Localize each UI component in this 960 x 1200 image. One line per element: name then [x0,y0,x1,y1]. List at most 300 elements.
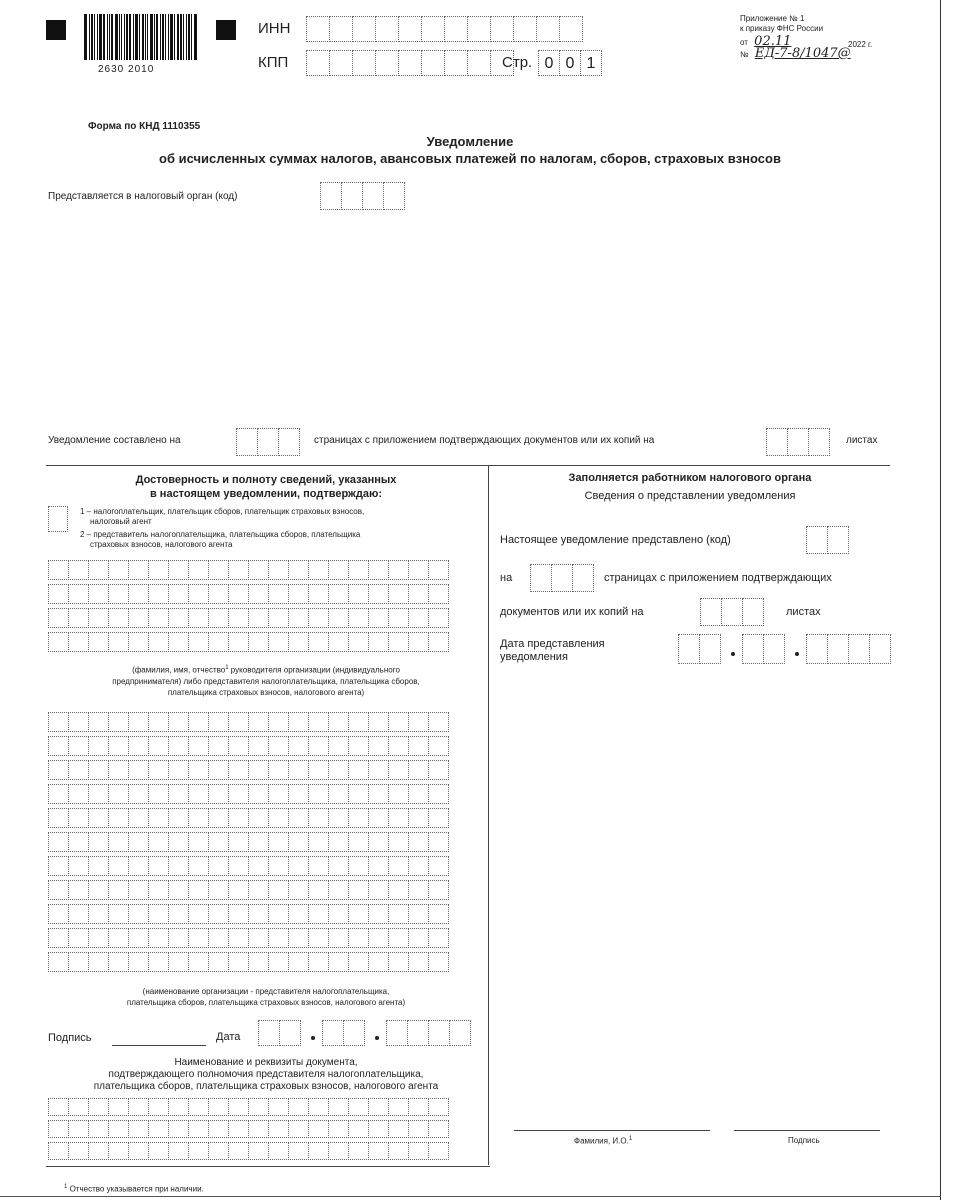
signature-line[interactable] [112,1045,206,1046]
cell[interactable] [328,1142,349,1160]
grid-row[interactable] [48,784,448,804]
cell[interactable] [288,808,309,828]
cell[interactable] [308,1098,329,1116]
cell[interactable] [48,506,68,532]
cell[interactable] [721,598,743,626]
cell[interactable] [68,584,89,604]
cell[interactable] [428,712,449,732]
cell[interactable] [388,1120,409,1138]
cell[interactable] [408,808,429,828]
cell[interactable] [48,608,69,628]
cell[interactable] [388,808,409,828]
cell[interactable] [827,526,849,554]
cell[interactable] [208,736,229,756]
cell[interactable] [108,712,129,732]
cell[interactable] [368,1142,389,1160]
cell[interactable] [348,952,369,972]
grid-row[interactable] [48,904,448,924]
cell[interactable] [428,608,449,628]
cell[interactable] [88,832,109,852]
submitted-sheets-field[interactable] [700,598,763,626]
cell[interactable] [348,904,369,924]
cell[interactable] [168,832,189,852]
cell[interactable] [808,428,830,456]
cell[interactable] [428,832,449,852]
cell[interactable] [88,784,109,804]
kpp-field[interactable] [306,50,513,76]
cell[interactable] [341,182,363,210]
cell[interactable] [388,928,409,948]
grid-row[interactable] [48,952,448,972]
cell[interactable] [388,1098,409,1116]
cell[interactable] [407,1020,429,1046]
cell[interactable] [248,1098,269,1116]
officer-signature-line[interactable] [734,1130,880,1131]
grid-row[interactable] [48,928,448,948]
cell[interactable] [268,904,289,924]
cell[interactable] [68,808,89,828]
cell[interactable] [88,928,109,948]
tax-authority-code[interactable] [320,182,404,210]
cell[interactable] [228,560,249,580]
cell[interactable] [188,632,209,652]
cell[interactable] [128,560,149,580]
cell[interactable] [362,182,384,210]
cell[interactable] [308,952,329,972]
officer-name-line[interactable] [514,1130,710,1131]
cell[interactable] [248,1120,269,1138]
cell[interactable] [248,760,269,780]
cell[interactable] [108,1098,129,1116]
cell[interactable] [248,832,269,852]
cell[interactable] [388,784,409,804]
cell[interactable] [48,560,69,580]
cell[interactable] [449,1020,471,1046]
cell[interactable] [428,584,449,604]
cell[interactable] [88,608,109,628]
cell[interactable] [490,16,514,42]
cell[interactable] [328,584,349,604]
cell[interactable] [148,904,169,924]
submitted-pages-field[interactable] [530,564,593,592]
cell[interactable] [428,1120,449,1138]
cell[interactable] [128,856,149,876]
cell[interactable] [257,428,279,456]
cell[interactable] [148,808,169,828]
cell[interactable] [388,584,409,604]
cell[interactable] [128,760,149,780]
cell[interactable] [388,608,409,628]
cell[interactable] [328,784,349,804]
cell[interactable] [208,880,229,900]
cell[interactable] [188,1098,209,1116]
cell[interactable] [763,634,785,664]
cell[interactable] [368,1120,389,1138]
cell[interactable] [408,712,429,732]
cell[interactable] [108,784,129,804]
grid-row[interactable] [48,712,448,732]
cell[interactable] [368,736,389,756]
cell[interactable] [248,928,269,948]
cell[interactable] [806,526,828,554]
submission-month-field[interactable] [742,634,784,664]
cell[interactable] [328,880,349,900]
cell[interactable] [375,50,399,76]
cell[interactable] [248,856,269,876]
cell[interactable] [88,584,109,604]
cell[interactable] [328,712,349,732]
cell[interactable] [328,856,349,876]
cell[interactable] [268,608,289,628]
cell[interactable] [328,928,349,948]
cell[interactable] [268,952,289,972]
cell[interactable] [328,952,349,972]
cell[interactable] [68,880,89,900]
grid-row[interactable] [48,736,448,756]
cell[interactable] [428,1098,449,1116]
cell[interactable] [88,712,109,732]
cell[interactable] [68,952,89,972]
cell[interactable] [388,736,409,756]
cell[interactable] [268,632,289,652]
cell[interactable] [368,760,389,780]
cell[interactable] [388,712,409,732]
cell[interactable] [108,952,129,972]
grid-row[interactable] [48,832,448,852]
grid-row[interactable] [48,560,448,580]
cell[interactable] [108,856,129,876]
cell[interactable] [208,832,229,852]
cell[interactable] [168,608,189,628]
cell[interactable] [68,856,89,876]
cell[interactable] [188,560,209,580]
cell[interactable] [168,760,189,780]
cell[interactable] [268,784,289,804]
cell[interactable] [388,632,409,652]
cell[interactable] [248,808,269,828]
cell[interactable] [268,928,289,948]
cell[interactable] [188,952,209,972]
cell[interactable] [228,952,249,972]
cell[interactable] [348,832,369,852]
cell[interactable] [329,50,353,76]
cell[interactable] [308,760,329,780]
cell[interactable] [48,584,69,604]
cell[interactable] [388,880,409,900]
cell[interactable] [467,50,491,76]
cell[interactable] [375,16,399,42]
cell[interactable] [421,16,445,42]
cell[interactable] [228,856,249,876]
cell[interactable] [408,784,429,804]
cell[interactable] [68,832,89,852]
cell[interactable] [88,808,109,828]
cell[interactable] [288,760,309,780]
cell[interactable] [148,880,169,900]
cell[interactable] [348,808,369,828]
cell[interactable] [513,16,537,42]
cell[interactable] [168,1120,189,1138]
cell[interactable] [398,50,422,76]
cell[interactable] [208,784,229,804]
cell[interactable] [328,632,349,652]
cell[interactable] [228,880,249,900]
cell[interactable] [348,928,369,948]
cell[interactable] [48,880,69,900]
cell[interactable] [228,1098,249,1116]
cell[interactable] [48,808,69,828]
cell[interactable] [88,736,109,756]
cell[interactable] [408,928,429,948]
cell[interactable] [268,760,289,780]
cell[interactable] [108,608,129,628]
grid-row[interactable] [48,808,448,828]
cell[interactable] [368,560,389,580]
cell[interactable] [388,832,409,852]
cell[interactable] [408,1098,429,1116]
cell[interactable] [148,736,169,756]
cell[interactable] [248,560,269,580]
cell[interactable] [188,832,209,852]
cell[interactable] [228,808,249,828]
cell[interactable] [288,784,309,804]
cell[interactable] [322,1020,344,1046]
cell[interactable] [228,760,249,780]
cell[interactable] [168,928,189,948]
cell[interactable] [228,928,249,948]
cell[interactable] [236,428,258,456]
cell[interactable] [88,904,109,924]
cell[interactable] [208,856,229,876]
cell[interactable] [268,808,289,828]
cell[interactable] [328,560,349,580]
cell[interactable] [279,1020,301,1046]
cell[interactable] [148,1120,169,1138]
cell[interactable] [268,712,289,732]
grid-row[interactable] [48,1142,448,1160]
cell[interactable] [383,182,405,210]
cell[interactable] [128,904,149,924]
cell[interactable] [408,736,429,756]
cell[interactable] [248,952,269,972]
cell[interactable] [869,634,891,664]
cell[interactable] [428,856,449,876]
cell[interactable] [787,428,809,456]
cell[interactable] [408,856,429,876]
cell[interactable] [268,1098,289,1116]
cell[interactable] [68,608,89,628]
cell[interactable] [308,584,329,604]
cell[interactable] [428,1020,450,1046]
cell[interactable] [268,560,289,580]
cell[interactable] [188,608,209,628]
cell[interactable] [348,1120,369,1138]
submitted-code-field[interactable] [806,526,848,554]
cell[interactable] [168,1098,189,1116]
cell[interactable] [188,904,209,924]
cell[interactable] [308,784,329,804]
cell[interactable] [551,564,573,592]
cell[interactable] [306,16,330,42]
submission-year-field[interactable] [806,634,890,664]
cell[interactable] [348,712,369,732]
cell[interactable] [48,632,69,652]
cell[interactable] [268,1142,289,1160]
submission-day-field[interactable] [678,634,720,664]
cell[interactable] [288,1098,309,1116]
cell[interactable] [348,1142,369,1160]
cell[interactable] [108,880,129,900]
cell[interactable] [348,760,369,780]
cell[interactable] [536,16,560,42]
cell[interactable] [742,598,764,626]
cell[interactable] [168,632,189,652]
cell[interactable] [368,712,389,732]
cell[interactable] [128,880,149,900]
cell[interactable] [168,856,189,876]
cell[interactable] [308,608,329,628]
cell[interactable] [88,952,109,972]
cell[interactable] [88,632,109,652]
cell[interactable] [48,1120,69,1138]
cell[interactable] [248,608,269,628]
cell[interactable] [288,736,309,756]
cell[interactable] [128,608,149,628]
cell[interactable] [408,952,429,972]
cell[interactable] [328,832,349,852]
cell[interactable] [188,880,209,900]
cell[interactable] [108,832,129,852]
cell[interactable] [368,632,389,652]
cell[interactable] [188,856,209,876]
cell[interactable] [108,928,129,948]
cell[interactable] [188,784,209,804]
pages-count-field[interactable] [236,428,299,456]
cell[interactable] [288,832,309,852]
cell[interactable] [368,952,389,972]
cell[interactable] [248,1142,269,1160]
cell[interactable] [408,880,429,900]
date-month-field[interactable] [322,1020,364,1046]
cell[interactable] [168,736,189,756]
cell[interactable] [328,808,349,828]
cell[interactable] [128,1120,149,1138]
cell[interactable] [88,1098,109,1116]
cell[interactable] [248,712,269,732]
cell[interactable] [208,632,229,652]
cell[interactable] [408,584,429,604]
cell[interactable] [308,1120,329,1138]
cell[interactable] [408,1120,429,1138]
cell[interactable] [428,880,449,900]
cell[interactable] [288,560,309,580]
cell[interactable] [48,736,69,756]
cell[interactable] [428,952,449,972]
cell[interactable] [308,856,329,876]
cell[interactable] [428,904,449,924]
cell[interactable] [68,1142,89,1160]
cell[interactable] [188,1142,209,1160]
cell[interactable] [308,560,329,580]
cell[interactable] [68,1120,89,1138]
cell[interactable] [368,928,389,948]
cell[interactable] [329,16,353,42]
cell[interactable] [148,608,169,628]
cell[interactable] [208,1120,229,1138]
cell[interactable] [228,608,249,628]
cell[interactable] [68,560,89,580]
cell[interactable] [428,808,449,828]
cell[interactable] [288,952,309,972]
cell[interactable] [68,928,89,948]
cell[interactable] [368,880,389,900]
inn-field[interactable] [306,16,582,42]
cell[interactable] [308,880,329,900]
grid-row[interactable] [48,1120,448,1138]
cell[interactable] [368,856,389,876]
cell[interactable] [268,832,289,852]
cell[interactable] [343,1020,365,1046]
cell[interactable] [168,880,189,900]
cell[interactable] [268,880,289,900]
cell[interactable] [368,784,389,804]
cell[interactable] [827,634,849,664]
cell[interactable] [328,736,349,756]
cell[interactable] [148,784,169,804]
cell[interactable] [278,428,300,456]
cell[interactable] [148,928,169,948]
cell[interactable] [288,632,309,652]
cell[interactable] [428,1142,449,1160]
cell[interactable] [68,736,89,756]
cell[interactable] [386,1020,408,1046]
cell[interactable] [188,584,209,604]
cell[interactable] [308,832,329,852]
cell[interactable] [48,712,69,732]
cell[interactable] [408,560,429,580]
cell[interactable] [128,952,149,972]
cell[interactable] [328,760,349,780]
cell[interactable] [88,856,109,876]
cell[interactable] [308,904,329,924]
cell[interactable] [428,760,449,780]
cell[interactable] [128,808,149,828]
cell[interactable] [188,736,209,756]
cell[interactable] [559,16,583,42]
cell[interactable] [348,856,369,876]
cell[interactable] [208,808,229,828]
cell[interactable] [208,608,229,628]
cell[interactable] [108,904,129,924]
cell[interactable] [148,632,169,652]
cell[interactable] [306,50,330,76]
cell[interactable] [348,880,369,900]
cell[interactable] [68,712,89,732]
cell[interactable] [348,632,369,652]
cell[interactable] [208,904,229,924]
cell[interactable] [308,736,329,756]
cell[interactable] [288,1120,309,1138]
cell[interactable] [148,760,169,780]
cell[interactable] [288,608,309,628]
cell[interactable] [148,1098,169,1116]
cell[interactable] [388,560,409,580]
cell[interactable] [268,584,289,604]
cell[interactable] [208,584,229,604]
cell[interactable] [428,560,449,580]
cell[interactable] [148,712,169,732]
cell[interactable] [408,904,429,924]
